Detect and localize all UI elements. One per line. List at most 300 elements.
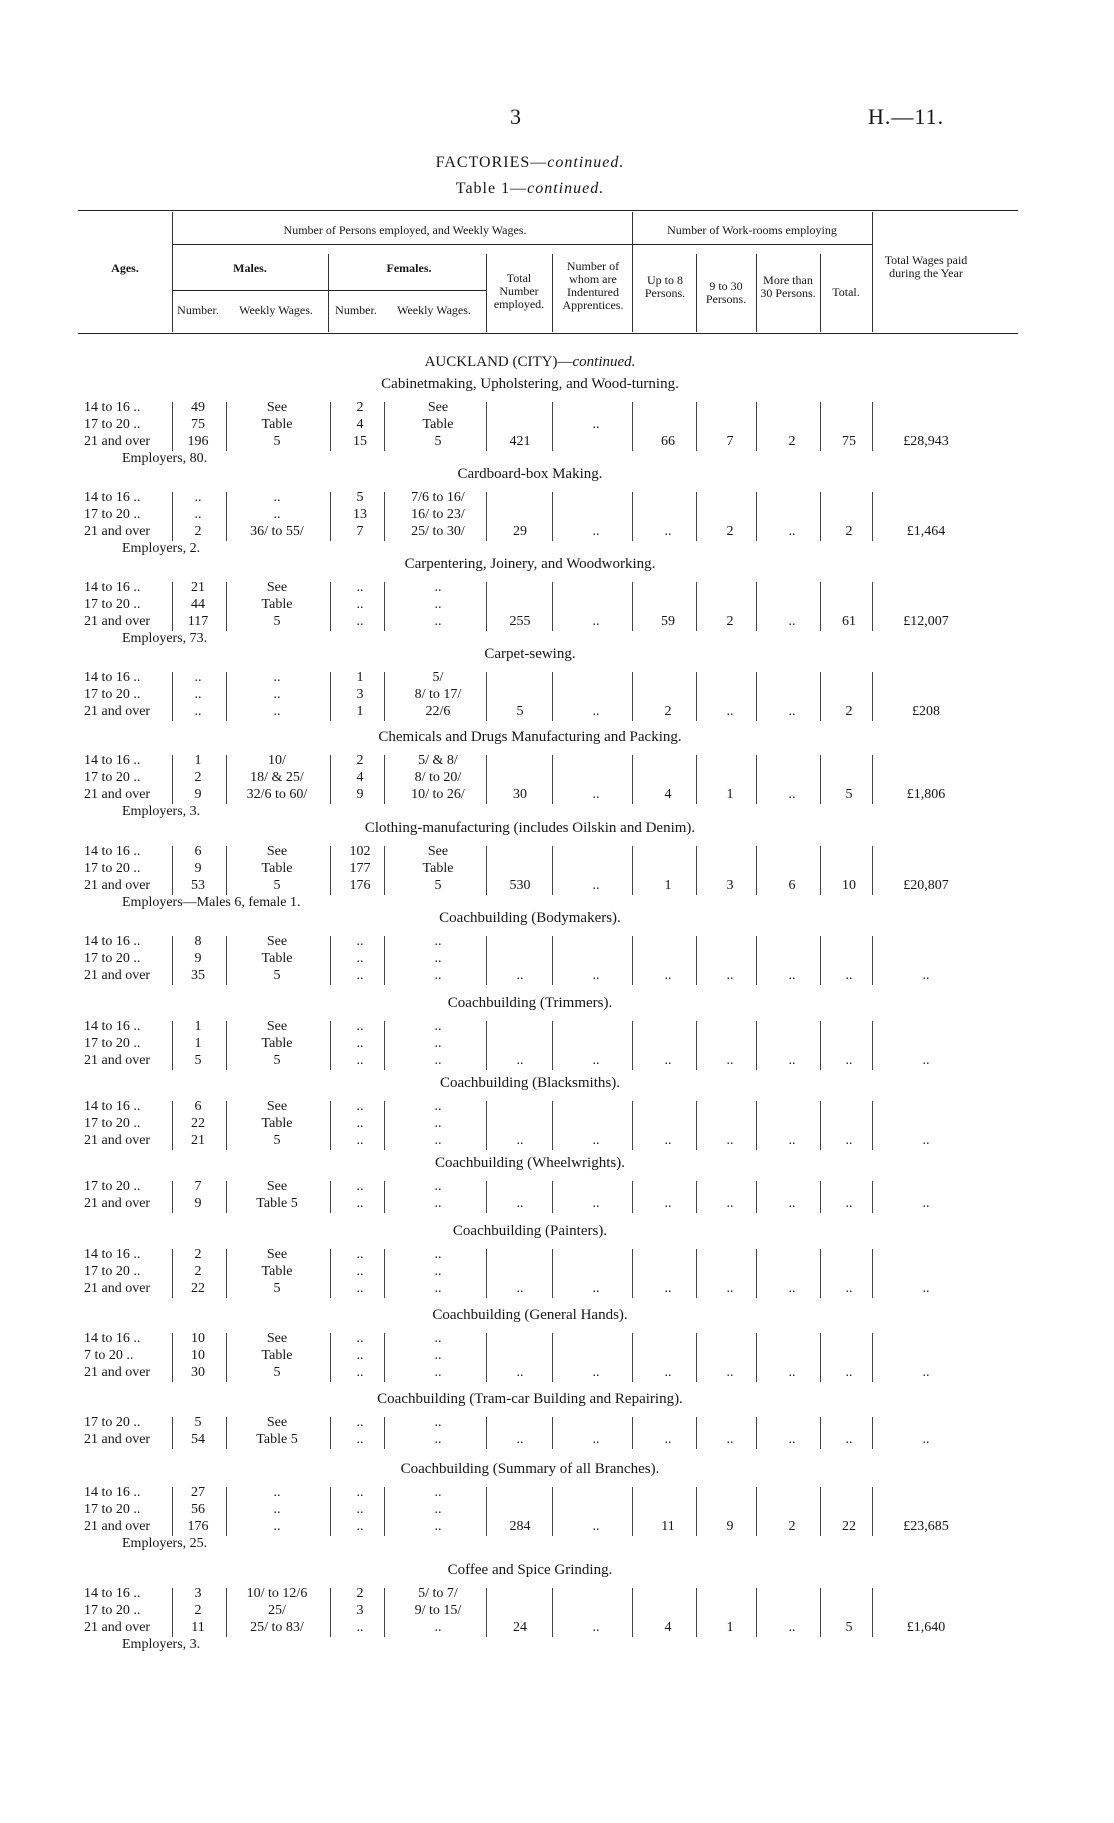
- column-separator: [632, 755, 633, 804]
- employers-note: Employers, 25.: [122, 1536, 208, 1551]
- column-separator: [872, 846, 873, 895]
- cell-mn: 30: [191, 1365, 205, 1380]
- cell-te: 255: [509, 614, 531, 629]
- column-separator: [552, 402, 553, 451]
- column-separator: [172, 1021, 173, 1070]
- column-separator: [330, 402, 331, 451]
- cell-tot: 5: [845, 787, 853, 802]
- cell-fn: 1: [356, 670, 364, 685]
- column-separator: [486, 402, 487, 451]
- cell-fn: ..: [356, 580, 364, 595]
- cell-m30: 6: [788, 878, 796, 893]
- column-separator: [696, 1417, 697, 1449]
- column-separator: [696, 846, 697, 895]
- cell-mn: 27: [191, 1485, 205, 1500]
- cell-mw: Table: [261, 597, 293, 612]
- cell-mn: 56: [191, 1502, 205, 1517]
- table-row: [0, 1620, 1114, 1637]
- cell-fn: ..: [356, 951, 364, 966]
- cell-age: 21 and over: [84, 1519, 151, 1534]
- cell-n30: ..: [726, 1432, 734, 1447]
- cell-ap: ..: [592, 1519, 600, 1534]
- cell-ap: ..: [592, 1365, 600, 1380]
- cell-fw: Table: [422, 861, 454, 876]
- cell-wag: £1,640: [906, 1620, 946, 1635]
- column-separator: [486, 1101, 487, 1150]
- cell-fn: 177: [349, 861, 371, 876]
- cell-te: 5: [516, 704, 524, 719]
- cell-mn: 9: [194, 1196, 202, 1211]
- column-separator: [872, 1101, 873, 1150]
- column-separator: [756, 936, 757, 985]
- column-separator: [552, 1417, 553, 1449]
- cell-age: 17 to 20 ..: [84, 687, 141, 702]
- table-row: [0, 1133, 1114, 1150]
- column-separator: [172, 672, 173, 721]
- cell-m30: ..: [788, 704, 796, 719]
- cell-tot: 61: [842, 614, 856, 629]
- column-separator: [756, 1249, 757, 1298]
- cell-ap: ..: [592, 1133, 600, 1148]
- header-group-rule: [632, 244, 872, 245]
- cell-mn: 21: [191, 1133, 205, 1148]
- cell-mn: 117: [187, 614, 209, 629]
- cell-mn: 54: [191, 1432, 205, 1447]
- cell-fn: 2: [356, 753, 364, 768]
- column-separator: [696, 1487, 697, 1536]
- column-separator: [486, 755, 487, 804]
- column-separator: [330, 1021, 331, 1070]
- cell-mw: ..: [273, 1485, 281, 1500]
- table-subtitle: [0, 180, 1060, 198]
- cell-te: 30: [513, 787, 527, 802]
- column-separator: [696, 492, 697, 541]
- cell-age: 21 and over: [84, 1365, 151, 1380]
- cell-tot: ..: [845, 1281, 853, 1296]
- header-female-wages: Weekly Wages.: [397, 303, 471, 317]
- cell-fw: 5/ to 7/: [418, 1586, 458, 1601]
- cell-fw: ..: [434, 934, 442, 949]
- cell-ap: ..: [592, 968, 600, 983]
- cell-mw: See: [266, 1331, 288, 1346]
- column-separator: [872, 1588, 873, 1637]
- cell-u8: ..: [664, 1432, 672, 1447]
- table-row: [0, 1196, 1114, 1213]
- cell-mw: ..: [273, 490, 281, 505]
- cell-m30: ..: [788, 614, 796, 629]
- column-separator: [872, 402, 873, 451]
- cell-te: 530: [509, 878, 531, 893]
- column-separator: [820, 1021, 821, 1070]
- column-separator: [696, 402, 697, 451]
- column-separator: [384, 936, 385, 985]
- cell-fw: ..: [434, 1019, 442, 1034]
- column-separator: [872, 1417, 873, 1449]
- column-separator: [632, 1021, 633, 1070]
- column-separator: [172, 936, 173, 985]
- cell-tot: 2: [845, 704, 853, 719]
- column-separator: [330, 1487, 331, 1536]
- cell-fn: ..: [356, 1620, 364, 1635]
- cell-age: 21 and over: [84, 878, 151, 893]
- cell-age: 17 to 20 ..: [84, 1415, 141, 1430]
- table-row: [0, 417, 1114, 434]
- table-row: [0, 507, 1114, 524]
- column-separator: [330, 1249, 331, 1298]
- cell-mw: 5: [273, 1365, 281, 1380]
- column-separator: [820, 1333, 821, 1382]
- table-row: [0, 1116, 1114, 1133]
- table-row: [0, 844, 1114, 861]
- column-separator: [872, 582, 873, 631]
- table-row: [0, 1019, 1114, 1036]
- cell-fn: ..: [356, 1348, 364, 1363]
- table-row: [0, 1365, 1114, 1382]
- table-row: [0, 670, 1114, 687]
- cell-age: 21 and over: [84, 968, 151, 983]
- table-row: [0, 1603, 1114, 1620]
- cell-fn: 3: [356, 1603, 364, 1618]
- document-reference: H.—11.: [868, 104, 945, 129]
- cell-age: 14 to 16 ..: [84, 844, 141, 859]
- cell-mw: Table: [261, 1116, 293, 1131]
- cell-ap: ..: [592, 1620, 600, 1635]
- table-row: [0, 490, 1114, 507]
- cell-fw: ..: [434, 597, 442, 612]
- column-separator: [226, 755, 227, 804]
- cell-n30: 3: [726, 878, 734, 893]
- column-separator: [226, 936, 227, 985]
- cell-fn: 3: [356, 687, 364, 702]
- column-separator: [226, 1487, 227, 1536]
- section-title: Chemicals and Drugs Manufacturing and Packing.: [378, 729, 682, 745]
- column-separator: [820, 582, 821, 631]
- cell-mw: 5: [273, 614, 281, 629]
- column-separator: [226, 492, 227, 541]
- cell-te: ..: [516, 1053, 524, 1068]
- column-separator: [172, 1249, 173, 1298]
- cell-age: 14 to 16 ..: [84, 753, 141, 768]
- column-separator: [226, 582, 227, 631]
- cell-mw: ..: [273, 670, 281, 685]
- cell-ap: ..: [592, 787, 600, 802]
- cell-mw: 5: [273, 878, 281, 893]
- cell-mn: 8: [194, 934, 202, 949]
- cell-age: 21 and over: [84, 1620, 151, 1635]
- column-separator: [756, 672, 757, 721]
- cell-fn: ..: [356, 1179, 364, 1194]
- column-separator: [820, 846, 821, 895]
- cell-mn: 2: [194, 1264, 202, 1279]
- cell-tot: ..: [845, 1365, 853, 1380]
- cell-mw: Table: [261, 861, 293, 876]
- column-separator: [486, 1021, 487, 1070]
- column-separator: [330, 1333, 331, 1382]
- cell-age: 21 and over: [84, 1133, 151, 1148]
- cell-age: 17 to 20 ..: [84, 1036, 141, 1051]
- table-row: [0, 1281, 1114, 1298]
- cell-mn: ..: [194, 687, 202, 702]
- column-separator: [226, 1417, 227, 1449]
- table-row: [0, 1036, 1114, 1053]
- cell-age: 21 and over: [84, 524, 151, 539]
- cell-n30: 1: [726, 1620, 734, 1635]
- table-row: [0, 878, 1114, 895]
- subtitle-main: Table 1—: [455, 180, 528, 197]
- cell-fn: ..: [356, 1519, 364, 1534]
- cell-age: 17 to 20 ..: [84, 1264, 141, 1279]
- column-separator: [632, 1487, 633, 1536]
- column-separator: [632, 1249, 633, 1298]
- cell-age: 7 to 20 ..: [84, 1348, 134, 1363]
- employers-note: Employers—Males 6, female 1.: [122, 895, 301, 910]
- column-separator: [632, 1417, 633, 1449]
- column-separator: [756, 755, 757, 804]
- cell-mw: 18/ & 25/: [250, 770, 304, 785]
- section-title: Coachbuilding (Trimmers).: [447, 995, 613, 1011]
- cell-fn: 4: [356, 770, 364, 785]
- cell-age: 21 and over: [84, 787, 151, 802]
- cell-n30: 1: [726, 787, 734, 802]
- header-bottom-rule: [78, 333, 1018, 334]
- column-separator: [756, 1417, 757, 1449]
- cell-mn: 10: [191, 1331, 205, 1346]
- cell-mn: 22: [191, 1116, 205, 1131]
- cell-te: ..: [516, 1365, 524, 1380]
- cell-fn: 13: [353, 507, 367, 522]
- cell-fw: ..: [434, 1179, 442, 1194]
- column-separator: [226, 846, 227, 895]
- section-title: Carpentering, Joinery, and Woodworking.: [404, 556, 656, 572]
- cell-age: 21 and over: [84, 614, 151, 629]
- cell-n30: ..: [726, 1196, 734, 1211]
- column-separator: [486, 1487, 487, 1536]
- cell-wag: £20,807: [903, 878, 949, 893]
- section-title: Coachbuilding (Painters).: [452, 1223, 608, 1239]
- cell-mn: 49: [191, 400, 205, 415]
- table-row: [0, 1099, 1114, 1116]
- column-separator: [226, 1021, 227, 1070]
- cell-mw: Table: [261, 1036, 293, 1051]
- cell-mw: Table 5: [256, 1196, 298, 1211]
- header-apprentices: Number of whom are Indentured Apprentices.: [562, 259, 624, 312]
- cell-mn: 10: [191, 1348, 205, 1363]
- cell-wag: ..: [922, 968, 930, 983]
- region-title: [0, 354, 1060, 371]
- column-separator: [872, 1181, 873, 1213]
- cell-fn: ..: [356, 1053, 364, 1068]
- column-separator: [384, 402, 385, 451]
- header-divider: [696, 254, 697, 332]
- column-separator: [552, 492, 553, 541]
- cell-mw: See: [266, 934, 288, 949]
- cell-fw: 5: [434, 878, 442, 893]
- column-separator: [872, 1021, 873, 1070]
- cell-mn: ..: [194, 670, 202, 685]
- column-separator: [632, 492, 633, 541]
- cell-mw: 5: [273, 1133, 281, 1148]
- column-separator: [696, 755, 697, 804]
- cell-mn: 1: [194, 753, 202, 768]
- section-title: Cardboard-box Making.: [457, 466, 603, 482]
- cell-m30: ..: [788, 1053, 796, 1068]
- table-row: [0, 1502, 1114, 1519]
- cell-age: 21 and over: [84, 434, 151, 449]
- cell-fw: ..: [434, 1620, 442, 1635]
- column-separator: [486, 672, 487, 721]
- cell-fw: ..: [434, 1247, 442, 1262]
- column-separator: [330, 1417, 331, 1449]
- header-subgroup-rule: [172, 290, 486, 291]
- region-continued: continued.: [572, 354, 636, 370]
- cell-fn: ..: [356, 968, 364, 983]
- title-main: FACTORIES—: [435, 154, 548, 171]
- column-separator: [486, 936, 487, 985]
- table-row: [0, 1264, 1114, 1281]
- cell-fn: ..: [356, 1019, 364, 1034]
- cell-m30: 2: [788, 434, 796, 449]
- header-more-than-30: More than 30 Persons.: [760, 273, 816, 300]
- cell-fw: 5: [434, 434, 442, 449]
- column-separator: [820, 1249, 821, 1298]
- cell-mw: 5: [273, 1281, 281, 1296]
- cell-wag: ..: [922, 1053, 930, 1068]
- column-separator: [172, 755, 173, 804]
- header-group-rule: [172, 244, 632, 245]
- cell-fn: ..: [356, 1116, 364, 1131]
- cell-fw: 7/6 to 16/: [411, 490, 465, 505]
- cell-fn: ..: [356, 1485, 364, 1500]
- table-row: [0, 687, 1114, 704]
- cell-fn: ..: [356, 1415, 364, 1430]
- cell-te: ..: [516, 1432, 524, 1447]
- cell-age: 17 to 20 ..: [84, 1603, 141, 1618]
- cell-fn: ..: [356, 1036, 364, 1051]
- cell-mn: 44: [191, 597, 205, 612]
- cell-fw: 25/ to 30/: [411, 524, 465, 539]
- cell-ap: ..: [592, 704, 600, 719]
- cell-fn: 4: [356, 417, 364, 432]
- section-title: Clothing-manufacturing (includes Oilskin and Denim).: [364, 820, 696, 836]
- header-divider: [820, 254, 821, 332]
- column-separator: [756, 1021, 757, 1070]
- column-separator: [330, 492, 331, 541]
- cell-u8: 59: [661, 614, 675, 629]
- table-row: [0, 770, 1114, 787]
- cell-mw: ..: [273, 1519, 281, 1534]
- cell-fw: Table: [422, 417, 454, 432]
- column-separator: [872, 492, 873, 541]
- table-row: [0, 934, 1114, 951]
- column-separator: [486, 1588, 487, 1637]
- cell-mn: 6: [194, 844, 202, 859]
- column-separator: [696, 1101, 697, 1150]
- column-separator: [486, 1249, 487, 1298]
- cell-mn: 1: [194, 1036, 202, 1051]
- cell-mw: 10/ to 12/6: [246, 1586, 308, 1601]
- table-row: [0, 614, 1114, 631]
- cell-m30: ..: [788, 1133, 796, 1148]
- cell-mn: 9: [194, 787, 202, 802]
- column-separator: [384, 672, 385, 721]
- employers-note: Employers, 80.: [122, 451, 208, 466]
- table-row: [0, 1432, 1114, 1449]
- header-female-number: Number.: [335, 303, 377, 317]
- page-number: 3: [510, 104, 521, 129]
- table-title: [0, 154, 1060, 172]
- header-up-to-8: Up to 8 Persons.: [644, 273, 686, 300]
- cell-fn: ..: [356, 934, 364, 949]
- cell-n30: 2: [726, 614, 734, 629]
- cell-age: 17 to 20 ..: [84, 1179, 141, 1194]
- cell-mw: See: [266, 580, 288, 595]
- header-total-wages: Total Wages paid during the Year: [884, 253, 968, 280]
- table-row: [0, 434, 1114, 451]
- header-male-number: Number.: [177, 303, 219, 317]
- cell-n30: ..: [726, 968, 734, 983]
- column-separator: [872, 672, 873, 721]
- column-separator: [384, 755, 385, 804]
- header-male-wages: Weekly Wages.: [239, 303, 313, 317]
- column-separator: [820, 402, 821, 451]
- header-divider: [872, 212, 873, 332]
- column-separator: [486, 846, 487, 895]
- cell-fw: ..: [434, 1485, 442, 1500]
- table-row: [0, 1053, 1114, 1070]
- column-separator: [756, 402, 757, 451]
- column-separator: [330, 672, 331, 721]
- cell-u8: ..: [664, 1365, 672, 1380]
- cell-fw: ..: [434, 951, 442, 966]
- column-separator: [756, 1101, 757, 1150]
- cell-fn: ..: [356, 1365, 364, 1380]
- cell-n30: ..: [726, 1133, 734, 1148]
- cell-fw: ..: [434, 1196, 442, 1211]
- column-separator: [820, 492, 821, 541]
- cell-n30: ..: [726, 1053, 734, 1068]
- column-separator: [384, 1588, 385, 1637]
- cell-m30: ..: [788, 1365, 796, 1380]
- table-row: [0, 580, 1114, 597]
- cell-fw: ..: [434, 1415, 442, 1430]
- cell-fw: ..: [434, 1264, 442, 1279]
- header-ages: Ages.: [111, 261, 139, 275]
- table-row: [0, 1348, 1114, 1365]
- column-separator: [696, 1333, 697, 1382]
- cell-mn: ..: [194, 704, 202, 719]
- column-separator: [632, 402, 633, 451]
- column-separator: [384, 1487, 385, 1536]
- cell-tot: ..: [845, 968, 853, 983]
- cell-fn: ..: [356, 1099, 364, 1114]
- cell-fw: ..: [434, 1116, 442, 1131]
- cell-mn: 53: [191, 878, 205, 893]
- column-separator: [486, 1181, 487, 1213]
- column-separator: [330, 936, 331, 985]
- cell-mn: 2: [194, 1603, 202, 1618]
- cell-age: 14 to 16 ..: [84, 580, 141, 595]
- column-separator: [632, 582, 633, 631]
- cell-mw: ..: [273, 1502, 281, 1517]
- column-separator: [226, 1249, 227, 1298]
- cell-wag: £1,464: [906, 524, 946, 539]
- region-name: AUCKLAND (CITY)—: [424, 354, 573, 370]
- column-separator: [820, 1588, 821, 1637]
- cell-fw: ..: [434, 1133, 442, 1148]
- table-row: [0, 1247, 1114, 1264]
- cell-mw: Table 5: [256, 1432, 298, 1447]
- cell-n30: ..: [726, 704, 734, 719]
